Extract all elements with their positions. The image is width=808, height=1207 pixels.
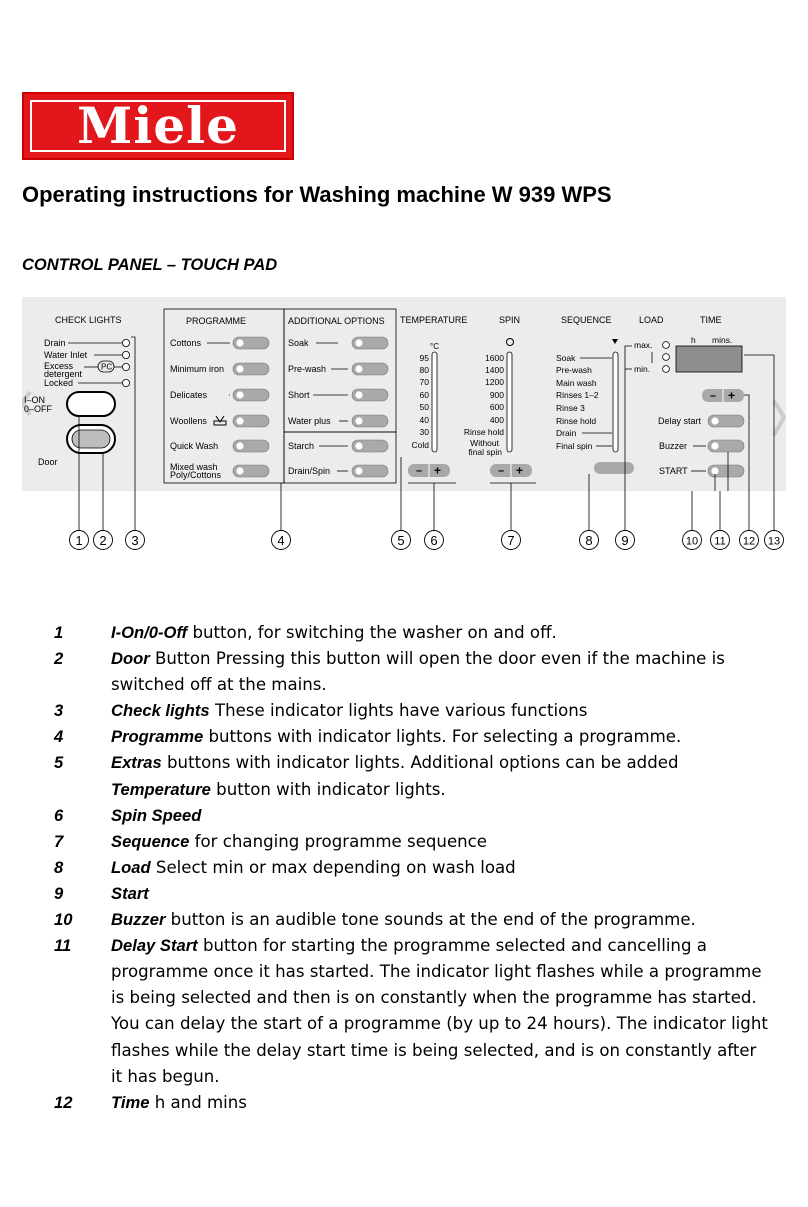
load-heading: LOAD <box>639 315 664 325</box>
spin-1600: 1600 <box>485 353 504 363</box>
legend-item <box>0 907 808 933</box>
legend-number: 9 <box>54 883 64 903</box>
programme-minimum-iron: Minimum iron <box>170 364 225 374</box>
check-light-detergent: detergent <box>44 369 83 379</box>
option-drain-spin: Drain/Spin <box>288 466 331 476</box>
temp-50: 50 <box>419 402 429 412</box>
callout-1: 1 <box>75 533 83 548</box>
legend-number: 7 <box>54 831 64 851</box>
legend-term: Temperature <box>111 779 211 799</box>
callout-5: 5 <box>397 533 405 548</box>
legend-term: Start <box>111 883 149 903</box>
spin-minus-icon[interactable]: – <box>498 465 505 477</box>
spin-without: Without <box>470 438 499 448</box>
callout-2: 2 <box>99 533 107 548</box>
temp-cold: Cold <box>411 440 429 450</box>
programme-quick-wash: Quick Wash <box>170 441 219 451</box>
callout-4: 4 <box>277 533 285 548</box>
legend-text: button is an audible tone sounds at the end of the programme. <box>165 910 696 930</box>
legend-term: Check lights <box>111 701 210 721</box>
temp-95: 95 <box>419 353 429 363</box>
temp-70: 70 <box>419 377 429 387</box>
legend-text: Button Pressing this button will open the door even if the machine is switched off at the mains. <box>111 649 725 695</box>
legend-number: 3 <box>54 701 64 721</box>
legend-number: 5 <box>54 753 64 773</box>
legend-term: Time <box>111 1092 150 1112</box>
spin-heading: SPIN <box>499 315 521 325</box>
spin-final-spin: final spin <box>468 447 502 457</box>
option-soak: Soak <box>288 338 309 348</box>
temp-40: 40 <box>419 415 429 425</box>
spin-1200: 1200 <box>485 377 504 387</box>
legend-number: 12 <box>54 1092 73 1112</box>
legend-number: 4 <box>54 727 64 747</box>
time-heading: TIME <box>700 315 722 325</box>
pc-badge-text: PC <box>101 362 113 372</box>
legend-number: 8 <box>54 857 64 877</box>
delay-start-label: Delay start <box>658 416 702 426</box>
option-short: Short <box>288 390 310 400</box>
legend-text: buttons with indicator lights. For selecting a programme. <box>203 727 682 747</box>
legend-item <box>0 803 808 829</box>
callout-numbers <box>0 0 808 560</box>
sequence-soak: Soak <box>556 353 576 363</box>
legend-item <box>0 620 808 646</box>
programme-heading: PROGRAMME <box>186 316 247 326</box>
temperature-minus-icon[interactable]: – <box>416 465 423 477</box>
temp-60: 60 <box>419 390 429 400</box>
legend-item <box>0 829 808 855</box>
legend-number: 1 <box>54 623 64 642</box>
temperature-plus-icon[interactable]: + <box>434 463 442 478</box>
legend-term: Programme <box>111 727 204 747</box>
legend-item <box>0 881 808 907</box>
callout-3: 3 <box>131 533 139 548</box>
door-label: Door <box>38 457 58 467</box>
temp-30: 30 <box>419 427 429 437</box>
sequence-rinses: Rinses 1–2 <box>556 390 599 400</box>
sequence-pre-wash: Pre-wash <box>556 365 592 375</box>
legend-number: 11 <box>54 936 72 956</box>
legend-number: 6 <box>54 805 64 825</box>
option-starch: Starch <box>288 441 315 451</box>
callout-12: 12 <box>742 535 756 548</box>
power-label-off: 0–OFF <box>24 404 53 414</box>
time-minus-icon[interactable]: – <box>710 390 717 402</box>
legend-number: 2 <box>54 649 64 669</box>
spin-400: 400 <box>489 415 504 425</box>
spin-plus-icon[interactable]: + <box>516 463 524 478</box>
start-label: START <box>659 466 688 476</box>
buzzer-label: Buzzer <box>659 441 688 451</box>
check-light-locked: Locked <box>44 378 74 388</box>
legend-text: for changing programme sequence <box>189 831 488 851</box>
temp-80: 80 <box>419 365 429 375</box>
legend-text: button for starting the programme selected and cancelling a programme once it has started. The indicator light flashes while a programme is being selected and then is on constantly when the programme has started. You can delay the start of a programme (by up to 24 hours). The indicator light flashes while the delay start time is being selected, and is on constantly after it has begun. <box>111 936 768 1086</box>
legend-term: Sequence <box>111 831 190 851</box>
legend-item <box>0 750 808 776</box>
check-light-water-inlet: Water Inlet <box>44 350 88 360</box>
legend-item <box>0 698 808 724</box>
legend-item <box>0 724 808 750</box>
time-h-label: h <box>691 335 696 345</box>
legend-term: Extras <box>111 753 162 773</box>
spin-900: 900 <box>489 390 504 400</box>
legend-number: 10 <box>54 910 73 930</box>
legend-item <box>0 777 808 803</box>
section-heading: CONTROL PANEL – TOUCH PAD <box>22 256 278 274</box>
sequence-main-wash: Main wash <box>556 378 597 388</box>
callout-7: 7 <box>507 533 515 548</box>
load-max: max. <box>634 340 653 350</box>
programme-woollens: Woollens <box>170 416 207 426</box>
legend-term: Spin Speed <box>111 805 202 825</box>
programme-poly-cottons: Poly/Cottons <box>170 470 222 480</box>
temperature-unit: °C <box>430 342 439 351</box>
check-light-excess: Excess <box>44 361 74 371</box>
legend-text: button with indicator lights. <box>210 779 446 799</box>
check-lights-heading: CHECK LIGHTS <box>55 315 122 325</box>
time-plus-icon[interactable]: + <box>728 388 736 403</box>
programme-mixed-wash: Mixed wash <box>170 462 218 472</box>
legend-term: Door <box>111 649 150 669</box>
check-light-drain: Drain <box>44 338 66 348</box>
callout-13: 13 <box>767 535 781 548</box>
sequence-rinse-3: Rinse 3 <box>556 403 585 413</box>
callout-6: 6 <box>430 533 438 548</box>
legend-text: buttons with indicator lights. Additional options can be added <box>161 753 679 773</box>
power-label-on: I–ON <box>24 395 46 405</box>
legend-term: Load <box>111 857 151 877</box>
sequence-rinse-hold: Rinse hold <box>556 416 597 426</box>
page-title: Operating instructions for Washing machine W 939 WPS <box>22 182 612 207</box>
legend-term: I-On/0-Off <box>111 623 188 642</box>
programme-delicates: Delicates <box>170 390 208 400</box>
programme-cottons: Cottons <box>170 338 202 348</box>
legend-list <box>0 620 808 1116</box>
legend-item <box>0 855 808 881</box>
legend-text: Select min or max depending on wash load <box>150 857 516 877</box>
spin-rinse-hold: Rinse hold <box>463 427 504 437</box>
time-mins-label: mins. <box>712 335 733 345</box>
option-pre-wash: Pre-wash <box>288 364 327 374</box>
legend-text: button, for switching the washer on and off. <box>187 623 557 642</box>
callout-8: 8 <box>585 533 593 548</box>
legend-item <box>0 646 808 698</box>
legend-text: These indicator lights have various functions <box>209 701 588 721</box>
callout-11: 11 <box>714 535 726 548</box>
temperature-heading: TEMPERATURE <box>400 315 468 325</box>
legend-item <box>0 933 808 1090</box>
legend-item <box>0 1090 808 1116</box>
spin-1400: 1400 <box>485 365 504 375</box>
sequence-heading: SEQUENCE <box>561 315 612 325</box>
load-min: min. <box>634 364 651 374</box>
sequence-drain: Drain <box>556 428 577 438</box>
callout-10: 10 <box>685 535 699 548</box>
spin-600: 600 <box>489 402 504 412</box>
callout-9: 9 <box>621 533 629 548</box>
logo-text: Miele <box>77 96 239 155</box>
additional-heading: ADDITIONAL OPTIONS <box>288 316 385 326</box>
option-water-plus: Water plus <box>288 416 331 426</box>
sequence-final-spin: Final spin <box>556 441 593 451</box>
legend-term: Buzzer <box>111 910 166 930</box>
legend-text: h and mins <box>149 1092 247 1112</box>
legend-term: Delay Start <box>111 936 198 956</box>
